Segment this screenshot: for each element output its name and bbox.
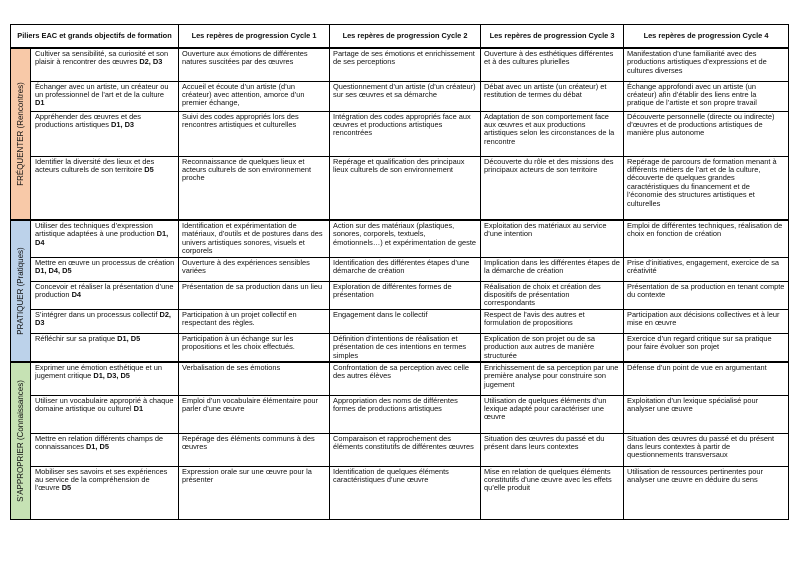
cycle-2-cell: Action sur des matériaux (plastiques, sonores, corporels, textuels, émotionnels…) et expérimentation de geste (330, 220, 481, 257)
cycle-2-cell: Partage de ses émotions et enrichissement de ses perceptions (330, 48, 481, 81)
header-cycle-1: Les repères de progression Cycle 1 (179, 25, 330, 49)
cycle-1-cell: Expression orale sur une œuvre pour la présenter (179, 466, 330, 519)
cycle-1-cell: Ouverture à des expériences sensibles variées (179, 257, 330, 281)
cycle-2-cell: Engagement dans le collectif (330, 309, 481, 333)
cycle-2-cell: Repérage et qualification des principaux lieux culturels de son environnement (330, 156, 481, 220)
domain-reference: D5 (61, 483, 72, 493)
progression-table (10, 24, 789, 520)
cycle-2-cell: Définition d’intentions de réalisation et présentation de ces intentions en termes simples (330, 333, 481, 362)
cycle-3-cell: Explication de son projet ou de sa production aux autres de manière structurée (481, 333, 624, 362)
cycle-4-cell: Utilisation de ressources pertinentes pour analyser une œuvre en déduire du sens (624, 466, 789, 519)
objective-cell (31, 48, 179, 81)
cycle-3-cell: Débat avec un artiste (un créateur) et restitution de termes du débat (481, 81, 624, 111)
objective-cell (31, 281, 179, 309)
table-row (11, 48, 789, 81)
pratiquer-section (11, 220, 789, 362)
cycle-1-cell: Accueil et écoute d’un artiste (d’un créateur) avec attention, amorce d’un premier échange, (179, 81, 330, 111)
header-cycle-2: Les repères de progression Cycle 2 (330, 25, 481, 49)
objective-text: Réfléchir sur sa pratique (35, 333, 116, 343)
cycle-4-cell: Situation des œuvres du passé et du présent dans leurs contextes à partir de questionnements transversaux (624, 433, 789, 466)
objective-cell (31, 362, 179, 395)
objective-cell (31, 156, 179, 220)
table-row (11, 362, 789, 395)
domain-reference: D5 (144, 164, 154, 174)
table-row (11, 395, 789, 433)
domain-reference: D1, D5 (85, 441, 109, 451)
domain-reference: D1, D4, D5 (35, 266, 72, 276)
domain-reference: D1, D5 (117, 333, 141, 343)
cycle-1-cell: Participation à un échange sur les propositions et les choix effectués. (179, 333, 330, 362)
cycle-4-cell: Participation aux décisions collectives et à leur mise en œuvre (624, 309, 789, 333)
objective-text: Utiliser des techniques d’expression artistique adaptées à une production (35, 221, 155, 239)
cycle-3-cell: Ouverture à des esthétiques différentes et à des cultures plurielles (481, 48, 624, 81)
cycle-2-cell: Identification des différentes étapes d’une démarche de création (330, 257, 481, 281)
objective-cell (31, 395, 179, 433)
cycle-4-cell: Exercice d’un regard critique sur sa pratique pour faire évoluer son projet (624, 333, 789, 362)
header-row (11, 25, 789, 49)
cycle-3-cell: Réalisation de choix et création des dispositifs de présentation correspondants (481, 281, 624, 309)
cycle-3-cell: Respect de l’avis des autres et formulation de propositions (481, 309, 624, 333)
objective-text: Mettre en relation différents champs de connaissances (35, 433, 164, 451)
header-cycle-4: Les repères de progression Cycle 4 (624, 25, 789, 49)
objective-text: Utiliser un vocabulaire approprié à chaque domaine artistique ou culturel (35, 395, 174, 413)
header-cycle-3: Les repères de progression Cycle 3 (481, 25, 624, 49)
domain-reference: D1 (133, 403, 144, 413)
cycle-3-cell: Mise en relation de quelques éléments constitutifs d’une œuvre avec les effets qu’elle produit (481, 466, 624, 519)
approprier-section (11, 362, 789, 519)
cycle-2-cell: Exploration de différentes formes de présentation (330, 281, 481, 309)
objective-text: Échanger avec un artiste, un créateur ou un professionnel de l’art et de la culture (35, 81, 169, 99)
objective-text: Mettre en œuvre un processus de création (35, 257, 175, 267)
cycle-3-cell: Exploitation des matériaux au service d’une intention (481, 220, 624, 257)
objective-cell (31, 111, 179, 156)
cycle-1-cell: Participation à un projet collectif en respectant des règles. (179, 309, 330, 333)
cycle-4-cell: Présentation de sa production en tenant compte du contexte (624, 281, 789, 309)
header-piliers: Piliers EAC et grands objectifs de formation (11, 25, 179, 49)
cycle-4-cell: Découverte personnelle (directe ou indirecte) d’œuvres et de productions artistiques de manière plus autonome (624, 111, 789, 156)
domain-reference: D1, D3, D5 (93, 371, 130, 381)
table-row (11, 333, 789, 362)
objective-cell (31, 333, 179, 362)
approprier-pillar-label (11, 362, 31, 519)
objective-cell (31, 257, 179, 281)
cycle-2-cell: Confrontation de sa perception avec celle des autres élèves (330, 362, 481, 395)
table-row (11, 81, 789, 111)
pillar-label-text: PRATIQUER (Pratiques) (15, 247, 25, 335)
table-row (11, 281, 789, 309)
domain-reference: D2, D3 (139, 57, 163, 67)
cycle-4-cell: Exploitation d’un lexique spécialisé pour analyser une œuvre (624, 395, 789, 433)
cycle-2-cell: Comparaison et rapprochement des éléments constitutifs de différentes œuvres (330, 433, 481, 466)
objective-cell (31, 466, 179, 519)
domain-reference: D1, D3 (111, 119, 135, 129)
objective-text: S’intégrer dans un processus collectif (35, 309, 158, 319)
table-row (11, 257, 789, 281)
cycle-2-cell: Intégration des codes appropriés face aux œuvres et productions artistiques rencontrées (330, 111, 481, 156)
cycle-2-cell: Identification de quelques éléments caractéristiques d’une œuvre (330, 466, 481, 519)
objective-text: Mobiliser ses savoirs et ses expériences au service de la compréhension de l’œuvre (35, 466, 168, 493)
table-row (11, 220, 789, 257)
objective-text: Exprimer une émotion esthétique et un jugement critique (35, 363, 162, 381)
objective-text: Cultiver sa sensibilité, sa curiosité et son plaisir à rencontrer des œuvres (35, 49, 169, 67)
cycle-2-cell: Questionnement d’un artiste (d’un créateur) sur ses œuvres et sa démarche (330, 81, 481, 111)
cycle-1-cell: Verbalisation de ses émotions (179, 362, 330, 395)
cycle-3-cell: Adaptation de son comportement face aux œuvres et aux productions artistiques selon les circonstances de la rencontre (481, 111, 624, 156)
objective-cell (31, 81, 179, 111)
cycle-1-cell: Suivi des codes appropriés lors des rencontres artistiques et culturelles (179, 111, 330, 156)
objective-text: Appréhender des œuvres et des productions artistiques (35, 111, 141, 129)
domain-reference: D1 (35, 98, 45, 108)
table-row (11, 466, 789, 519)
cycle-4-cell: Prise d’initiatives, engagement, exercice de sa créativité (624, 257, 789, 281)
domain-reference: D4 (71, 290, 82, 300)
cycle-3-cell: Situation des œuvres du passé et du présent dans leurs contextes (481, 433, 624, 466)
objective-cell (31, 309, 179, 333)
cycle-3-cell: Utilisation de quelques éléments d’un lexique adapté pour caractériser une œuvre (481, 395, 624, 433)
domain-reference: D2, D3 (35, 309, 171, 328)
domain-reference: D1, D4 (35, 229, 169, 247)
objective-cell (31, 433, 179, 466)
cycle-1-cell: Reconnaissance de quelques lieux et acteurs culturels de son environnement proche (179, 156, 330, 220)
objective-text: Concevoir et réaliser la présentation d’une production (35, 281, 174, 300)
table-row (11, 156, 789, 220)
objective-cell (31, 220, 179, 257)
cycle-3-cell: Enrichissement de sa perception par une première analyse pour construire son jugement (481, 362, 624, 395)
cycle-3-cell: Découverte du rôle et des missions des principaux acteurs de son territoire (481, 156, 624, 220)
cycle-3-cell: Implication dans les différentes étapes de la démarche de création (481, 257, 624, 281)
cycle-1-cell: Repérage des éléments communs à des œuvres (179, 433, 330, 466)
progression-document (10, 24, 788, 520)
cycle-4-cell: Repérage de parcours de formation menant à différents métiers de l’art et de la culture, découverte de quelques grandes caractéristiques du financement et de l’économie des structures artistiques et culturelles (624, 156, 789, 220)
cycle-4-cell: Emploi de différentes techniques, réalisation de choix en fonction de création (624, 220, 789, 257)
cycle-4-cell: Échange approfondi avec un artiste (un créateur) afin d’établir des liens entre la pratique de l’artiste et son propre travail (624, 81, 789, 111)
table-row (11, 433, 789, 466)
pratiquer-pillar-label (11, 220, 31, 362)
cycle-4-cell: Manifestation d’une familiarité avec des productions artistiques d’expressions et de cultures diverses (624, 48, 789, 81)
frequenter-section (11, 48, 789, 220)
cycle-1-cell: Présentation de sa production dans un lieu (179, 281, 330, 309)
frequenter-pillar-label (11, 48, 31, 220)
pillar-label-text: S’APPROPRIER (Connaissances) (15, 379, 25, 502)
cycle-1-cell: Emploi d’un vocabulaire élémentaire pour parler d’une œuvre (179, 395, 330, 433)
cycle-2-cell: Appropriation des noms de différentes formes de productions artistiques (330, 395, 481, 433)
objective-text: Identifier la diversité des lieux et des acteurs culturels de son territoire (35, 156, 155, 174)
cycle-4-cell: Défense d’un point de vue en argumentant (624, 362, 789, 395)
cycle-1-cell: Identification et expérimentation de matériaux, d’outils et de postures dans des univers artistiques sonores, visuels et corporels (179, 220, 330, 257)
cycle-1-cell: Ouverture aux émotions de différentes natures suscitées par des œuvres (179, 48, 330, 81)
pillar-label-text: FRÉQUENTER (Rencontres) (15, 82, 25, 186)
table-row (11, 309, 789, 333)
table-row (11, 111, 789, 156)
